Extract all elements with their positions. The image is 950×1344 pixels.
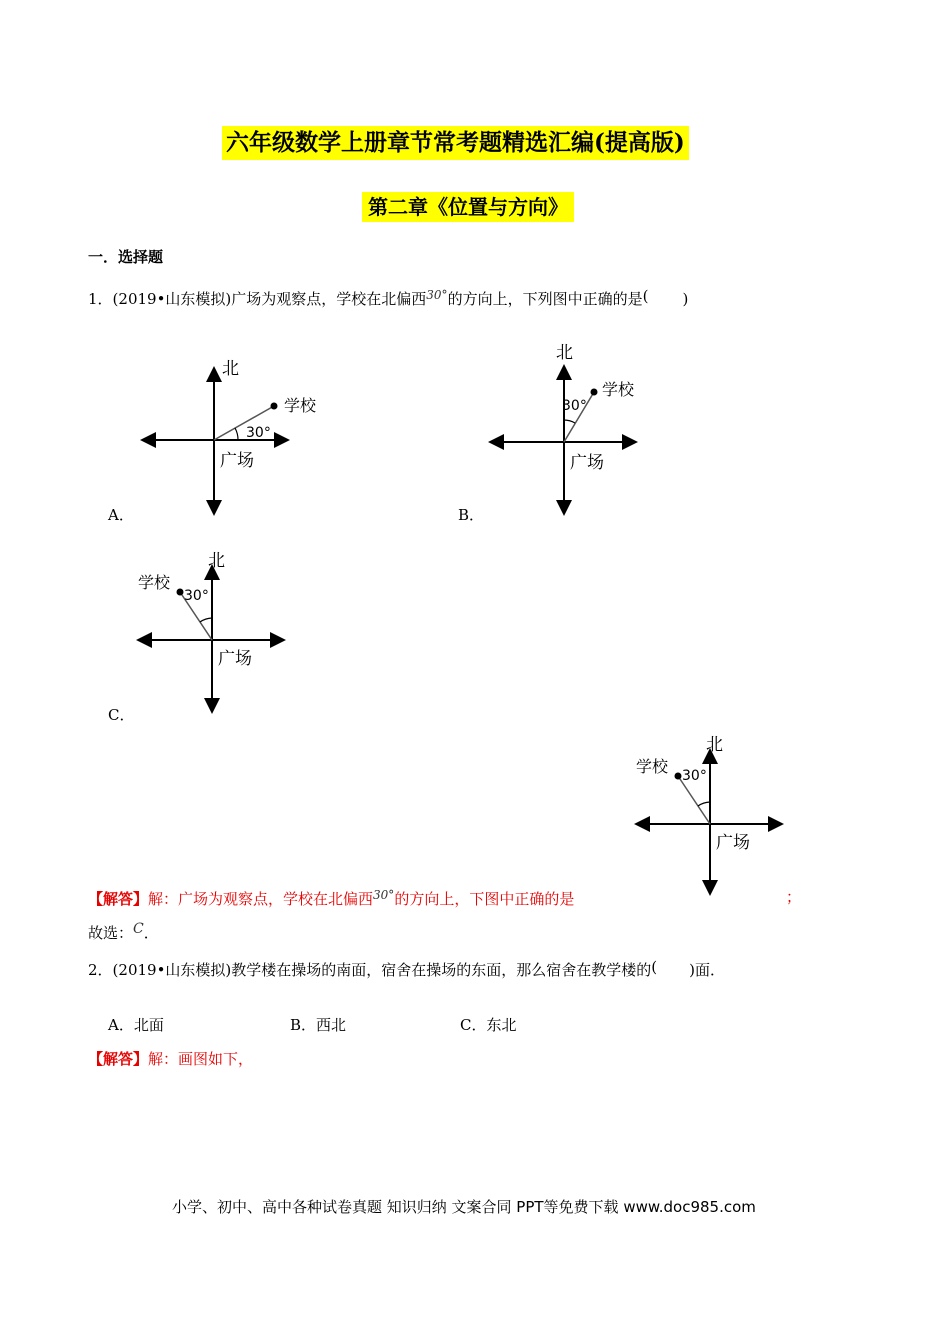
- north-label: 北: [222, 359, 239, 379]
- question-text: (2019•山东模拟)广场为观察点，学校在北偏西: [112, 290, 427, 308]
- angle-arc: [200, 618, 212, 622]
- section-heading: 一．选择题: [88, 248, 164, 266]
- north-label: 北: [706, 735, 723, 755]
- school-label: 学校: [138, 573, 171, 592]
- question-2: [88, 956, 725, 981]
- answer-text: 解：画图如下，: [148, 1050, 254, 1068]
- question-number: 2．: [88, 961, 113, 979]
- north-label: 北: [208, 551, 225, 571]
- choose-end: ．: [143, 924, 159, 942]
- angle-arc: [698, 802, 710, 806]
- angle-label: 30°: [246, 425, 271, 441]
- school-label: 学校: [284, 396, 317, 415]
- school-point: [591, 389, 598, 396]
- square-label: 广场: [220, 451, 254, 471]
- footer-text: 小学、初中、高中各种试卷真题 知识归纳 文案合同 PPT等免费下载 www.doc985.com: [172, 1198, 756, 1216]
- school-point: [177, 589, 184, 596]
- chapter-subtitle: 第二章《位置与方向》: [362, 192, 574, 222]
- choose-label: 故选：: [88, 924, 134, 942]
- angle-arc: [564, 420, 575, 423]
- answer-paren-close: ): [682, 290, 689, 308]
- angle-label: 30°: [682, 768, 707, 784]
- school-label: 学校: [636, 757, 669, 776]
- q2-answer: [88, 1048, 253, 1070]
- option-c-label: C．: [108, 706, 135, 724]
- school-point: [271, 403, 278, 410]
- q1-choice: [88, 918, 159, 944]
- q2-option-b: B．西北: [290, 1016, 347, 1034]
- question-text: 面．: [695, 961, 726, 979]
- question-1: [88, 284, 688, 310]
- option-b-label: B．: [458, 506, 485, 524]
- q2-option-a: A．北面: [108, 1016, 164, 1034]
- north-label: 北: [556, 343, 573, 363]
- angle-label: 30°: [562, 398, 587, 414]
- answer-text: 解：广场为观察点，学校在北偏西: [148, 890, 374, 908]
- square-label: 广场: [716, 833, 750, 853]
- square-label: 广场: [570, 453, 604, 473]
- school-label: 学校: [602, 380, 635, 399]
- angle-label: 30°: [184, 588, 209, 604]
- q2-option-c: C．东北: [460, 1016, 517, 1034]
- question-text: (2019•山东模拟)教学楼在操场的南面，宿舍在操场的东面，那么宿舍在教学楼的: [112, 961, 652, 979]
- figure-option-c: [136, 548, 296, 718]
- answer-tag: 【解答】: [88, 890, 149, 908]
- q1-answer: [88, 884, 574, 910]
- answer-tag: 【解答】: [88, 1050, 149, 1068]
- answer-text: 的方向上，下图中正确的是: [394, 890, 575, 908]
- option-a-label: A．: [108, 506, 134, 524]
- figure-option-a: [138, 356, 317, 520]
- square-label: 广场: [218, 649, 252, 669]
- answer-paren-open: (: [642, 287, 649, 305]
- answer-figure: [634, 730, 794, 898]
- school-point: [675, 773, 682, 780]
- document-title: 六年级数学上册章节常考题精选汇编(提高版): [222, 126, 689, 160]
- answer-paren-close: ): [689, 961, 695, 979]
- answer-paren-open: (: [651, 958, 658, 976]
- answer-semicolon: ；: [786, 888, 802, 906]
- figure-option-b: [488, 338, 648, 520]
- question-text: 的方向上，下列图中正确的是: [447, 290, 643, 308]
- choose-value: C: [133, 921, 144, 937]
- angle-value: 30°: [426, 288, 448, 302]
- angle-arc: [235, 428, 238, 440]
- angle-value: 30°: [373, 888, 395, 902]
- question-number: 1．: [88, 290, 113, 308]
